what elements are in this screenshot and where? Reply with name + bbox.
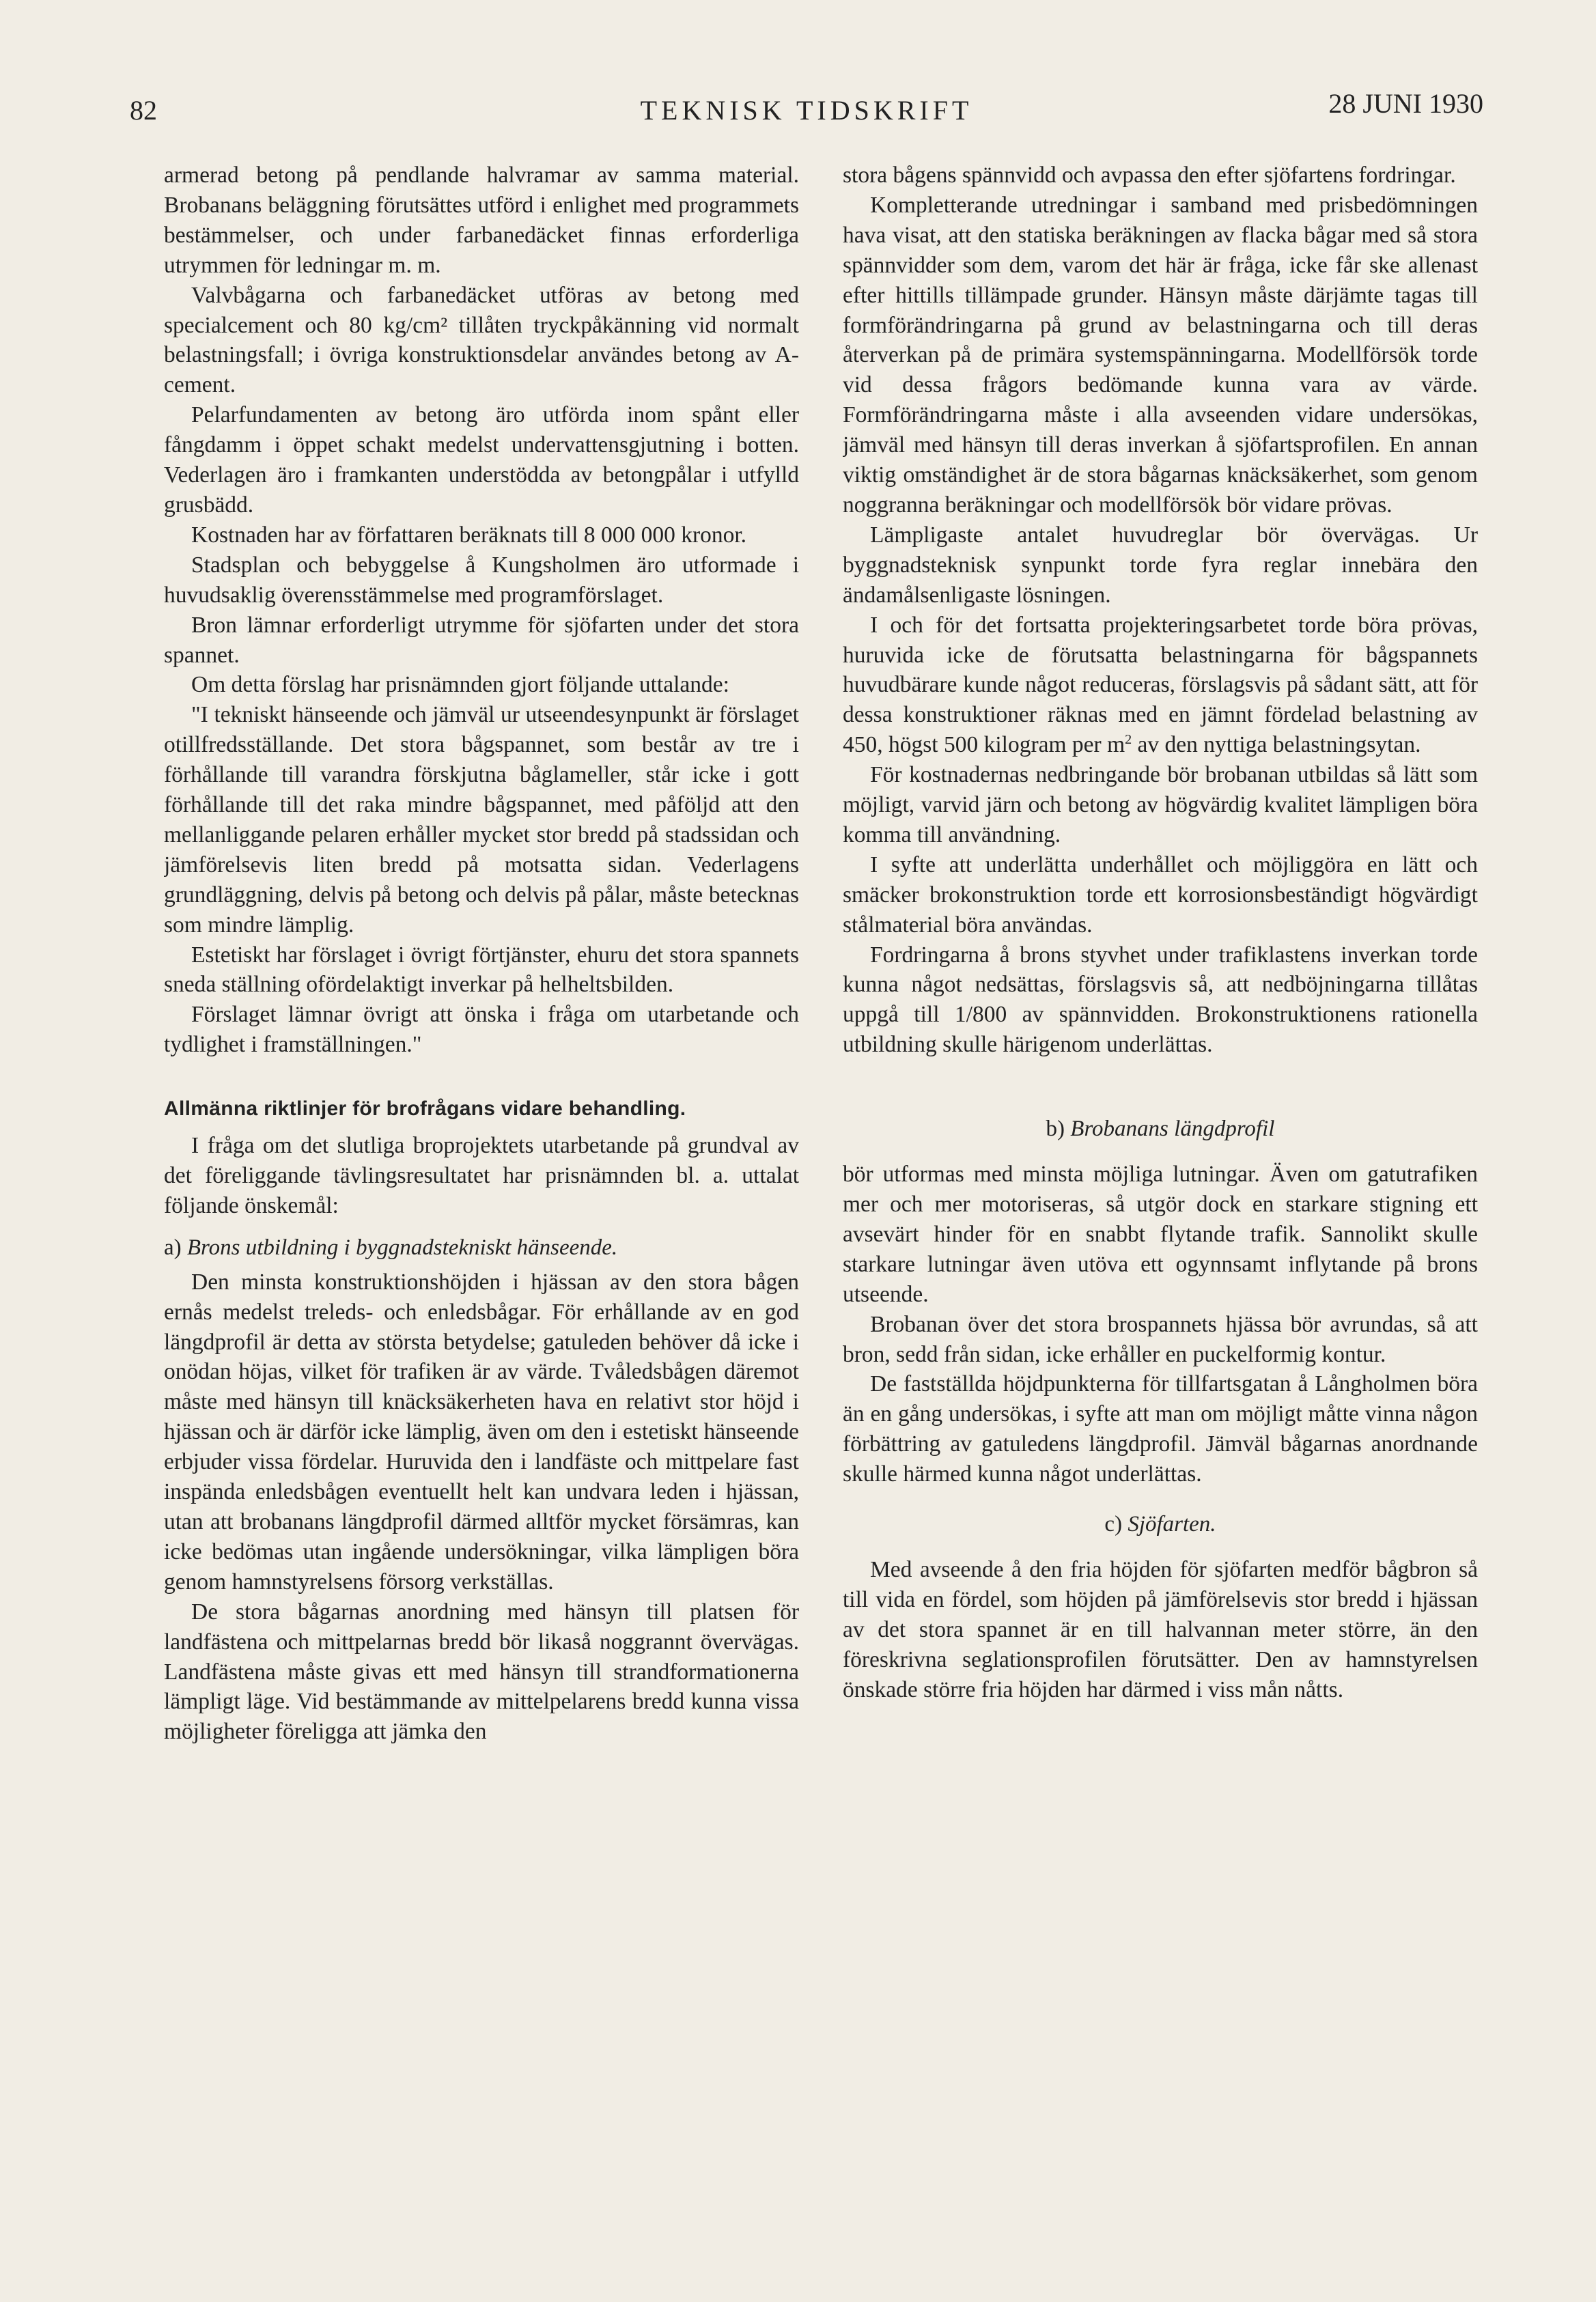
paragraph: Stadsplan och bebyggelse å Kungsholmen äro utformade i huvudsaklig överensstämmelse med programförslaget. <box>164 552 799 608</box>
paragraph: Bron lämnar erforderligt utrymme för sjöfarten under det stora spannet. <box>164 612 799 668</box>
quote-paragraph: "I tekniskt hänseende och jämväl ur utseendesynpunkt är förslaget otillfredsställande. Det stora bågspannet, som består av tre i förhållande till varandra förskjutna båglameller, står icke i gott förhållande till det raka mindre bågspannet, med påföljd att den mellanliggande pelaren erhåller mycket stor bredd på stadssidan och jämförelsevis liten bredd på motsatta sidan. Vederlagens grundläggning, delvis på betong och delvis på pålar, måste betecknas som mindre lämplig. <box>164 702 799 938</box>
subsection-title: Sjöfarten. <box>1128 1512 1216 1537</box>
paragraph: armerad betong på pendlande halvramar av samma material. Brobanans beläggning förutsättes utförd i enlighet med programmets bestämmelser, och under farbanedäcket finnas erforderliga utrymmen för ledningar m. m. <box>164 163 799 278</box>
quote-paragraph: Estetiskt har förslaget i övrigt förtjänster, ehuru det stora spannets sneda ställning ofördelaktigt inverkar på helheltsbilden. <box>164 942 799 998</box>
paragraph: I syfte att underlätta underhållet och möjliggöra en lätt och smäcker brokonstruktion torde ett korrosionsbeständigt högvärdigt stålmaterial böra användas. <box>843 852 1478 938</box>
issue-date: 28 JUNI 1930 <box>1328 88 1483 119</box>
paragraph: Kompletterande utredningar i samband med prisbedömningen hava visat, att den statiska beräkningen av flacka bågar med så stora spännvidder som dem, varom det här är fråga, icke får ske allenast efter hittills tillämpade grunder. Hänsyn måste därjämte tagas till formförändringarna på grund av belastningarna och till deras återverkan på de primära systemspänningarna. Modellförsök torde vid dessa frågors bedömande kunna vara av värde. Formförändringarna måste i alla avseenden vidare undersökas, jämväl med hänsyn till deras inverkan å sjöfartsprofilen. En annan viktig omständighet är de stora bågarnas knäcksäkerhet, som genom noggranna beräkningar och modellförsök bör vidare prövas. <box>843 192 1478 518</box>
left-column <box>164 160 799 2243</box>
subsection-label: b) <box>1046 1117 1065 1142</box>
superscript: 2 <box>1125 732 1132 748</box>
quote-paragraph: Förslaget lämnar övrigt att önska i fråga om utarbetande och tydlighet i framställningen." <box>164 1002 799 1058</box>
paragraph: De stora bågarnas anordning med hänsyn till platsen för landfästena och mittpelarnas bredd bör likaså noggrannt övervägas. Landfästena måste givas ett med hänsyn till strandformationerna lämpligt läge. Vid bestämmande av mittelpelarens bredd kunna vissa möjligheter föreligga att jämka den <box>164 1599 799 1745</box>
paragraph: Med avseende å den fria höjden för sjöfarten medför bågbron så till vida en fördel, som höjden på jämförelsevis stor bredd i hjässan av det stora spannet är en till halvannan meter större, än den föreskrivna seglationsprofilen förutsätter. Den av hamnstyrelsen önskade större fria höjden har därmed i viss mån nåtts. <box>843 1556 1478 1702</box>
subsection-label: c) <box>1104 1512 1123 1537</box>
journal-title: TEKNISK TIDSKRIFT <box>640 95 973 126</box>
subsection-heading-a <box>164 1233 799 1263</box>
paragraph: bör utformas med minsta möjliga lutningar. Även om gatutrafiken mer och mer motoriseras, så utgör dock en starkare stigning ett avsevärt hinder för en snabbt flytande trafik. Sannolikt skulle starkare lutningar även utöva ett ogynnsamt inflytande på brons utseende. <box>843 1162 1478 1307</box>
paragraph: Den minsta konstruktionshöjden i hjässan av den stora bågen ernås medelst treleds- och enledsbågar. För erhållande av en god längdprofil är detta av största betydelse; gatuleden behöver då icke i onödan höjas, vilket för trafiken är av värde. Tvåledsbågen däremot måste med hänsyn till knäcksäkerheten hava en relativt stor höjd i hjässan och är därför icke lämplig, även om den i estetiskt hänseende erbjuder vissa fördelar. Huruvida den i landfäste och mittpelare fast inspända enledsbågen eventuellt helt kan undvara leden i hjässan, utan att brobanans längdprofil därmed alltför mycket försämras, kan icke bedömas utan ingående undersökningar, vilka lämpligen böra genom hamnstyrelsens försorg verkställas. <box>164 1269 799 1595</box>
paragraph: Kostnaden har av författaren beräknats till 8 000 000 kronor. <box>191 522 747 548</box>
paragraph: Valvbågarna och farbanedäcket utföras av betong med specialcement och 80 kg/cm² tillåten tryckpåkänning vid normalt belastningsfall; i övriga konstruktionsdelar användes betong av A-cement. <box>164 282 799 398</box>
subsection-title: Brons utbildning i byggnadstekniskt hänseende. <box>186 1235 618 1260</box>
subsection-heading-b <box>843 1114 1478 1145</box>
paragraph: Lämpligaste antalet huvudreglar bör övervägas. Ur byggnadsteknisk synpunkt torde fyra reglar innebära den ändamålsenligaste lösningen. <box>843 522 1478 608</box>
paragraph: Brobanan över det stora brospannets hjässa bör avrundas, så att bron, sedd från sidan, icke erhåller en puckelformig kontur. <box>843 1311 1478 1367</box>
right-column <box>843 160 1478 2243</box>
section-heading: Allmänna riktlinjer för brofrågans vidare behandling. <box>164 1097 686 1121</box>
paragraph-text: av den nyttiga belastningsytan. <box>1132 732 1421 758</box>
paragraph: För kostnadernas nedbringande bör brobanan utbildas så lätt som möjligt, varvid järn och betong av högvärdig kvalitet lämpligen böra komma till användning. <box>843 762 1478 847</box>
paragraph-text: I och för det fortsatta projekteringsarbetet torde böra prövas, huruvida icke de förutsatta belastningarna för bågspannets huvudbärare kunde något reduceras, förslagsvis på sådant sätt, att för dessa konstruktioner räknas med en jämnt fördelad belastning av 450, högst 500 kilogram per m <box>843 612 1478 758</box>
page-number: 82 <box>130 95 157 126</box>
subsection-label: a) <box>164 1235 182 1260</box>
paragraph <box>843 610 1478 761</box>
page-header <box>130 87 1483 128</box>
subsection-heading-c <box>843 1510 1478 1540</box>
paragraph: I fråga om det slutliga broprojektets utarbetande på grundval av det föreliggande tävlingsresultatet har prisnämnden bl. a. uttalat följande önskemål: <box>164 1133 799 1218</box>
paragraph: stora bågens spännvidd och avpassa den efter sjöfartens fordringar. <box>843 163 1456 188</box>
subsection-title: Brobanans längdprofil <box>1070 1117 1275 1142</box>
paragraph: Om detta förslag har prisnämnden gjort följande uttalande: <box>191 672 729 698</box>
paragraph: Fordringarna å brons styvhet under trafiklastens inverkan torde kunna något nedsättas, förslagsvis så, att nedböjningarna tillåtas uppgå till 1/800 av spännvidden. Brokonstruktionens rationella utbildning skulle härigenom underlättas. <box>843 942 1478 1058</box>
paragraph: Pelarfundamenten av betong äro utförda inom spånt eller fångdamm i öppet schakt medelst undervattensgjutning i botten. Vederlagen äro i framkanten understödda av betongpålar i utfylld grusbädd. <box>164 402 799 518</box>
paragraph: De fastställda höjdpunkterna för tillfartsgatan å Långholmen böra än en gång undersökas, i syfte att man om möjligt måtte vinna någon förbättring av gatuledens längdprofil. Jämväl bågarnas anordnande skulle härmed kunna något underlättas. <box>843 1371 1478 1487</box>
